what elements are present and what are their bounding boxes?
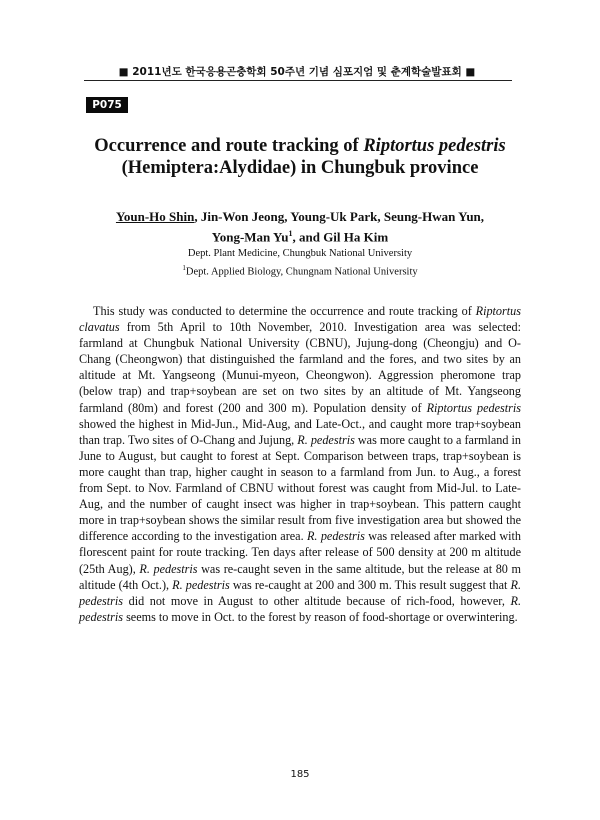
abstract-text: from 5th April to 10th November, 2010. Investigation area was selected: farmland at Chungbuk National University (CBNU), Jujung-dong (Cheongju) and O-Chang (Cheongwon) that distinguished the farmland and the fores, and two sites by an altitude at Mt. Yangseong (Munui-myeon, Cheongwon). Aggression pheromone trap (below trap) and trap+soybean are set on two sites by an altitude of Mt. Yangseong farmland (80m) and forest (200 and 300 m). Population density of xyxy=(79,320,521,415)
species-name: R. pedestris xyxy=(139,561,198,576)
abstract-text: did not move in August to other altitude because of rich-food, however, xyxy=(123,593,511,608)
first-author: Youn-Ho Shin xyxy=(115,209,195,224)
affiliation-1: Dept. Plant Medicine, Chungbuk National University xyxy=(187,248,413,259)
header-divider xyxy=(84,80,512,81)
species-name: Riptortus pedestris xyxy=(426,400,521,415)
abstract-body xyxy=(79,303,521,625)
author-affiliation-mark: 1 xyxy=(288,229,293,238)
affiliations xyxy=(60,247,540,280)
affiliation-2: Dept. Applied Biology, Chungnam National University xyxy=(185,266,418,278)
author-yu: Yong-Man Yu xyxy=(211,229,289,245)
abstract-text: was re-caught seven in the same altitude, but the release at 80 m altitude (4th Oct.), xyxy=(79,561,522,592)
species-name: R. pedestris xyxy=(79,577,521,608)
species-name: R. pedestris xyxy=(306,529,365,544)
paper-title xyxy=(60,135,540,179)
title-part1: Occurrence and route tracking of xyxy=(94,136,364,156)
page-number: 185 xyxy=(290,769,310,780)
author-list xyxy=(60,208,540,245)
abstract-text: was more caught to a farmland in June to August, but caught to forest at Sept. Comparison between traps, trap+soybean is more caught than trap, higher caught in season to a farmland from Jun. to Aug., a forest from Sept. to Nov. Farmland of CBNU without forest was caught from Mid-Jul. to Late-Aug, and the number of caught insect was higher in trap+soybean. This pattern caught more in trap+soybean shows the similar result from five investigation area but showed the difference according to the investigation area. xyxy=(79,432,521,544)
abstract-text: was re-caught at 200 and 300 m. This result suggest that xyxy=(229,577,511,592)
species-name: Riptortus clavatus xyxy=(79,304,521,335)
affiliation-2-mark: 1 xyxy=(182,264,186,272)
title-line2: (Hemiptera:Alydidae) in Chungbuk province xyxy=(121,158,479,178)
abstract-text: showed the highest in Mid-Jun., Mid-Aug, and Late-Oct., and caught more trap+soybean than trap. Two sites of O-Chang and Jujung, xyxy=(79,416,521,447)
poster-code-badge: P075 xyxy=(86,97,128,113)
abstract-text: seems to move in Oct. to the forest by reason of food-shortage or overwintering. xyxy=(123,609,518,624)
conference-header: ■ 2011년도 한국응용곤충학회 50주년 기념 심포지엄 및 춘계학술발표회 ■ xyxy=(118,66,476,78)
authors-rest-line2: , and Gil Ha Kim xyxy=(292,229,389,245)
abstract-text: This study was conducted to determine the occurrence and route tracking of xyxy=(93,304,476,318)
title-species: Riptortus pedestris xyxy=(363,136,506,156)
species-name: R. pedestris xyxy=(297,432,355,447)
species-name: R. pedestris xyxy=(172,577,230,592)
abstract-text: was released after marked with florescent paint for route tracking. Ten days after release of 500 density at 200 m altitude (25th Aug), xyxy=(79,529,521,576)
species-name: R. pedestris xyxy=(79,593,521,624)
authors-rest-line1: , Jin-Won Jeong, Young-Uk Park, Seung-Hwan Yun, xyxy=(194,209,485,224)
